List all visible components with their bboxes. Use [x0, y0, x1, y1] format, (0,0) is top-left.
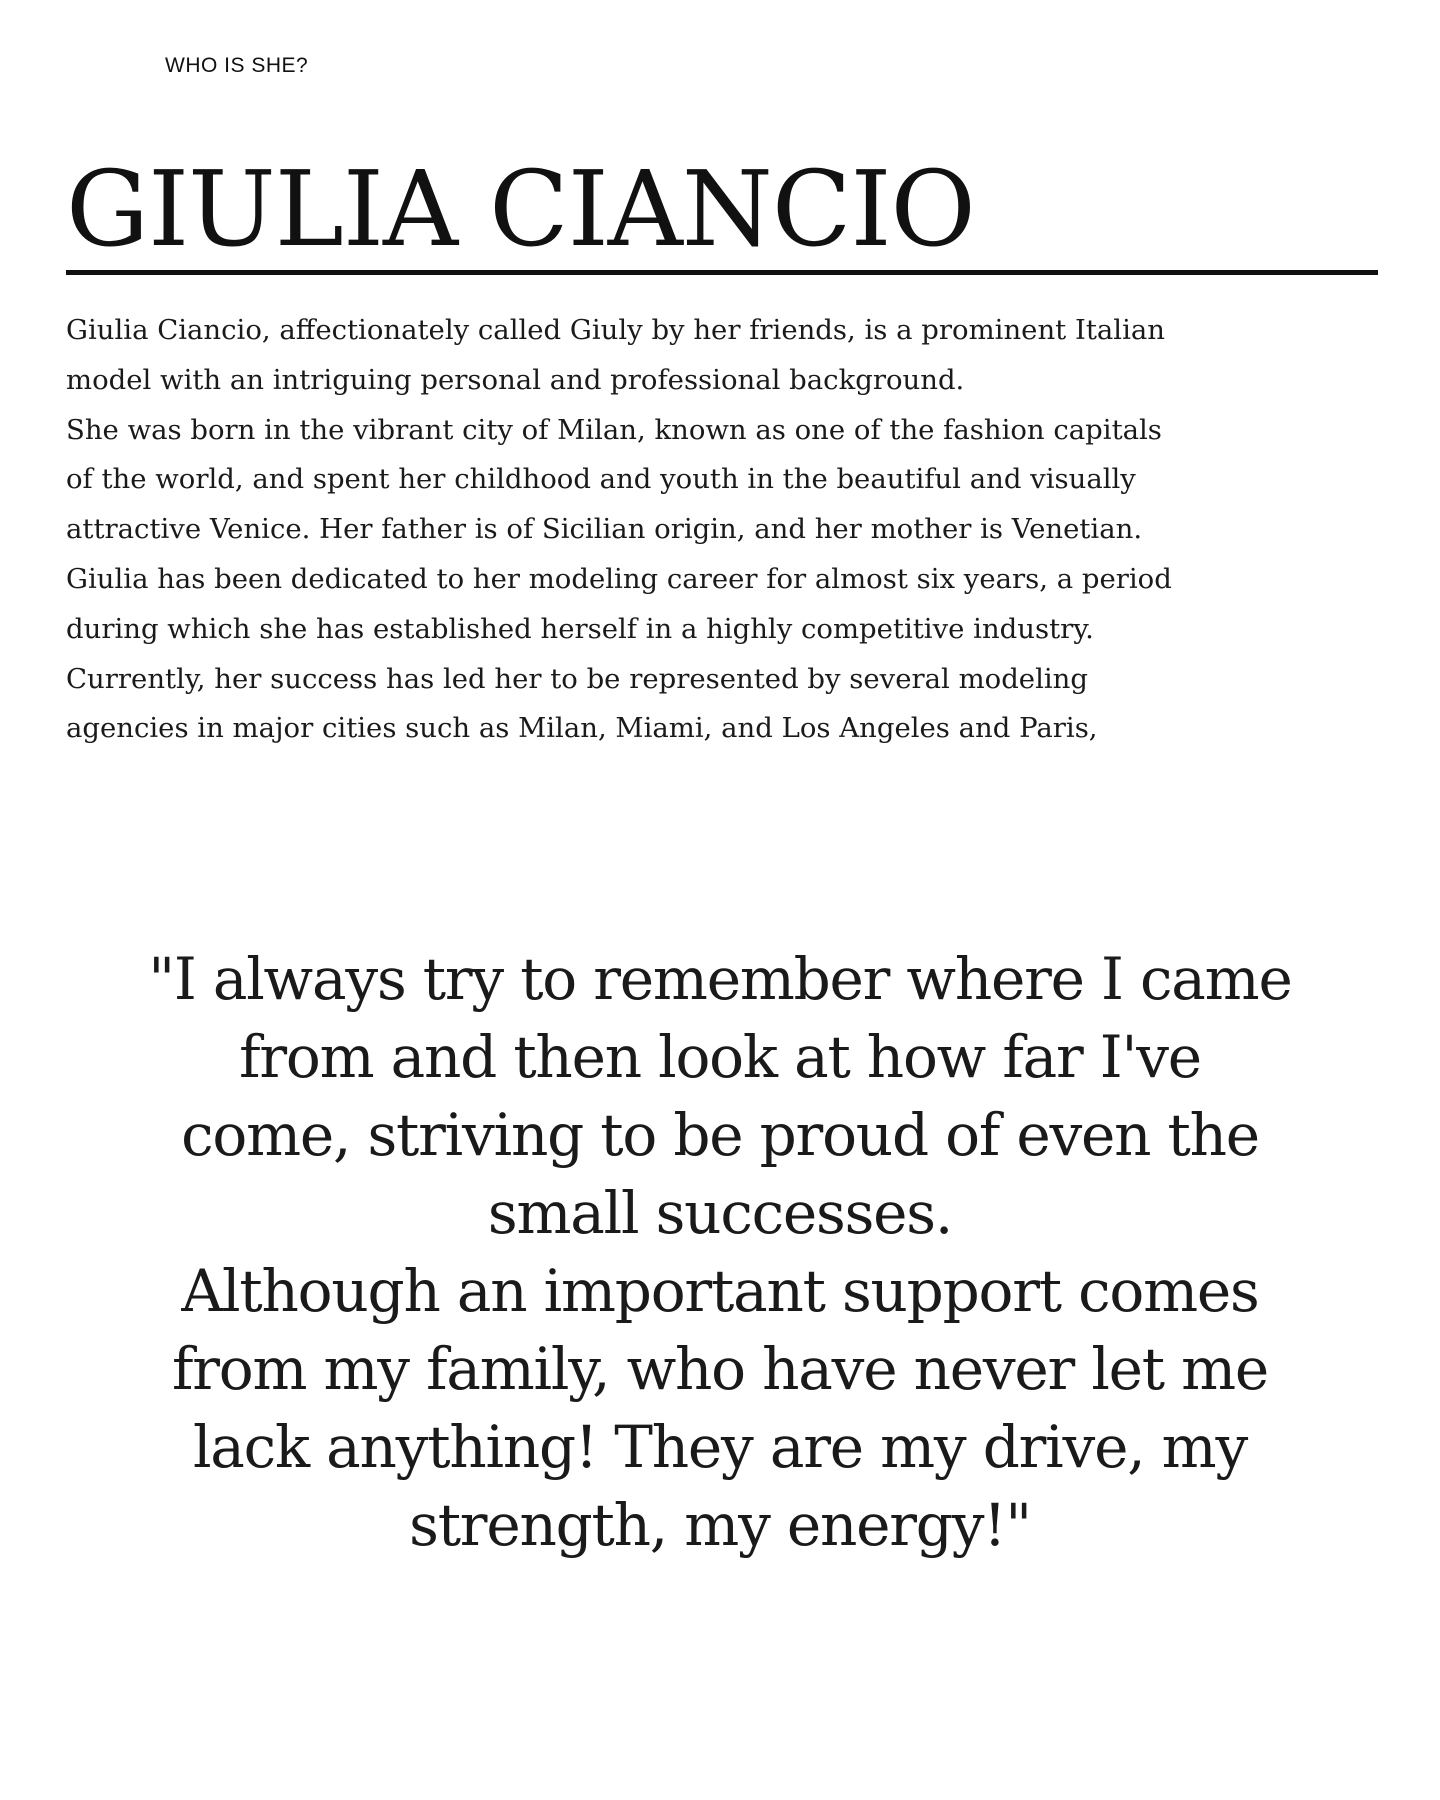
bio-line: Giulia has been dedicated to her modeling career for almost six years, a period [66, 562, 1172, 595]
quote-line: small successes. [487, 1179, 953, 1247]
section-kicker: WHO IS SHE? [165, 54, 309, 77]
pull-quote [80, 940, 1360, 1564]
bio-line: Currently, her success has led her to be represented by several modeling [66, 662, 1088, 695]
bio-line: agencies in major cities such as Milan, Miami, and Los Angeles and Paris, [66, 712, 1098, 745]
quote-line: lack anything! They are my drive, my [192, 1413, 1248, 1481]
bio-line: during which she has established herself in a highly competitive industry. [66, 612, 1094, 645]
bio-line: She was born in the vibrant city of Milan, known as one of the fashion capitals [66, 413, 1162, 446]
quote-line: from my family, who have never let me [171, 1335, 1269, 1403]
quote-line: "I always try to remember where I came [148, 945, 1292, 1013]
quote-line: strength, my energy!" [409, 1491, 1031, 1559]
bio-line: model with an intriguing personal and professional background. [66, 363, 965, 396]
bio-paragraph [66, 306, 1356, 754]
quote-line: from and then look at how far I've [239, 1023, 1201, 1091]
quote-line: Although an important support comes [181, 1257, 1259, 1325]
bio-line: of the world, and spent her childhood and youth in the beautiful and visually [66, 463, 1136, 496]
quote-line: come, striving to be proud of even the [181, 1101, 1259, 1169]
page-title: GIULIA CIANCIO [66, 148, 975, 270]
bio-line: Giulia Ciancio, affectionately called Giuly by her friends, is a prominent Italian [66, 314, 1165, 346]
bio-line: attractive Venice. Her father is of Sicilian origin, and her mother is Venetian. [66, 513, 1143, 546]
title-divider [66, 270, 1378, 275]
